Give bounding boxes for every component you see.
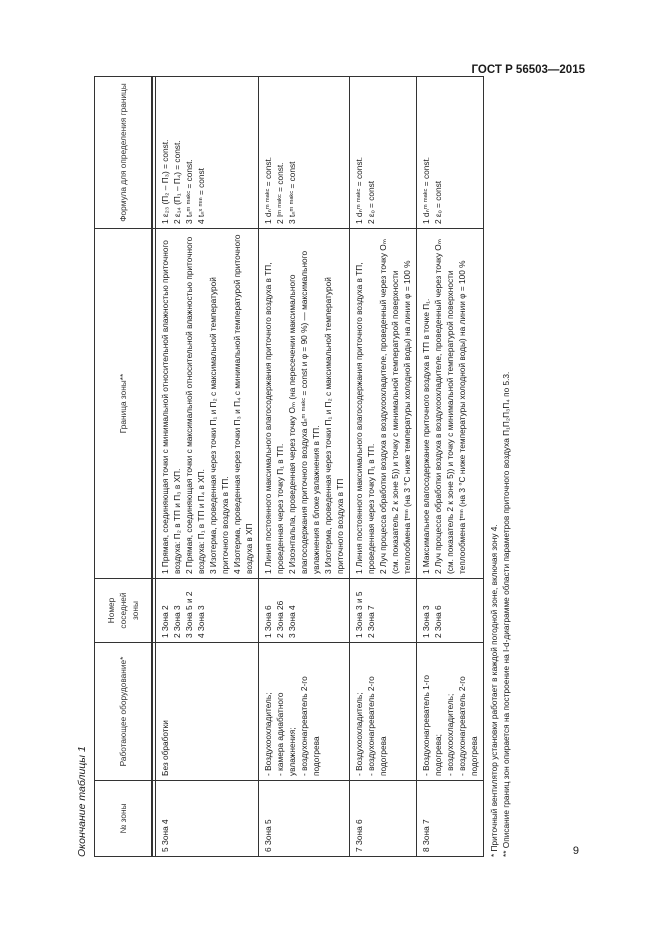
neighbors-cell: 1 Зона 6 2 Зона 26 3 Зона 4 bbox=[259, 579, 350, 643]
footnote: ** Описание границ зон опирается на построение на I-d-диаграмме области параметров приточного воздуха П₁П₂П₃П₄ по 5.3. bbox=[501, 371, 511, 857]
neighbors-cell: 1 Зона 3 2 Зона 6 bbox=[417, 579, 484, 643]
col-header-equipment: Работающее оборудование* bbox=[95, 643, 153, 781]
col-header-zone: № зоны bbox=[95, 781, 153, 857]
equipment-cell: - Воздухоохладитель; - камера адиабатного увлажнения; - воздухонагреватель 2-го подогрева bbox=[259, 643, 350, 781]
formula-cell: 1 ε₂₃ (П₂ – П₃) = const. 2 ε₁₄ (П₁ – П₄) = const. 3 tₙᵐ ᵐᵃᵏᶜ = const. 4 tₙˣ ᵐᶦⁿ = const bbox=[156, 77, 259, 229]
footnote: * Приточный вентилятор установки работает в каждой погодной зоне, включая зону 4. bbox=[489, 524, 499, 857]
boundary-cell: 1 Прямая, соединяющая точки с минимальной относительной влажностью приточного воздуха: П₂ в ТП и П₃ в ХП. 2 Прямая, соединяющая точки с максимальной относительной влажностью приточного воздуха: П₁ в ТП и П₄ в ХП. 3 Изотерма, проведенная через точки П₁ и П₂ с максимальной температурой приточного воздуха в ТП. 4 Изотерма, проведенная через точки П₃ и П₄ с минимальной температурой приточного воздуха в ХП bbox=[156, 229, 259, 579]
table-row bbox=[156, 77, 259, 857]
col-header-neighbors: Номер соседней зоны bbox=[95, 579, 153, 643]
zone-cell: 6 Зона 5 bbox=[259, 781, 350, 857]
equipment-cell: - Воздухоохладитель; - воздухонагреватель 2-го подогрева bbox=[350, 643, 417, 781]
zones-table bbox=[94, 76, 484, 857]
table-row bbox=[417, 77, 484, 857]
rotated-table-block bbox=[70, 77, 590, 857]
zone-cell: 7 Зона 6 bbox=[350, 781, 417, 857]
col-header-formula: Формула для определения границы bbox=[95, 77, 153, 229]
neighbors-cell: 1 Зона 3 и 5 2 Зона 7 bbox=[350, 579, 417, 643]
zone-cell: 5 Зона 4 bbox=[156, 781, 259, 857]
equipment-cell: Без обработки bbox=[156, 643, 259, 781]
boundary-cell: 1 Линия постоянного максимального влагосодержания приточного воздуха в ТП, проведенная через точку П₁ в ТП. 2 Луч процесса обработки воздуха в воздухоохладителе, проведенный через точку Оₘ (см. показатель 2 к зоне 5)) и точку с минимальной температурой поверхности теплообмена tᵐᶦⁿ (на 3 °С ниже температуры холодной воды) на линии φ = 100 % bbox=[350, 229, 417, 579]
table-row bbox=[259, 77, 350, 857]
table-row bbox=[350, 77, 417, 857]
standard-designation: ГОСТ Р 56503—2015 bbox=[471, 64, 585, 76]
equipment-cell: - Воздухонагреватель 1-го подогрева; - воздухоохладитель; - воздухонагреватель 2-го подогрева bbox=[417, 643, 484, 781]
zone-cell: 8 Зона 7 bbox=[417, 781, 484, 857]
formula-cell: 1 dₙᵐ ᵐᵃᵏᶜ = const. 2 εₒ = const bbox=[417, 77, 484, 229]
table-footnotes bbox=[484, 77, 512, 857]
boundary-cell: 1 Максимальное влагосодержание приточного воздуха в ТП в точке П₁. 2 Луч процесса обработки воздуха в воздухоохладителе, проведенный через точку Оₘ (см. показатель 2 к зоне 5)) и точку с минимальной температурой поверхности теплообмена tᵐᶦⁿ (на 3 °С ниже температуры холодной воды) на линии φ = 100 % bbox=[417, 229, 484, 579]
table-caption: Окончание таблицы 1 bbox=[76, 746, 88, 857]
neighbors-cell: 1 Зона 2 2 Зона 3 3 Зона 5 и 2 4 Зона 3 bbox=[156, 579, 259, 643]
formula-cell: 1 dₙᵐ ᵐᵃᵏᶜ = const. 2 εₒ = const bbox=[350, 77, 417, 229]
page-number: 9 bbox=[572, 845, 579, 857]
formula-cell: 1 dₙᵐ ᵐᵃᵏᶜ = const. 2 Iᵐ ᵐᵃᵏᶜ = const. 3 tₙᵐ ᵐᵃᵏᶜ = const bbox=[259, 77, 350, 229]
boundary-cell: 1 Линия постоянного максимального влагосодержания приточного воздуха в ТП, проведенная через точку П₁ в ТП. 2 Изоэнтальпа, проведенная через точку Оₘ (на пересечении максимального влагосодержания приточного воздуха dₙᵐ ᵐᵃᵏᶜ = const и φ = 90 %) — максимального увлажнения в блоке увлажнения в ТП. 3 Изотерма, проведенная через точки П₁ и П₂ с максимальной температурой приточного воздуха в ТП bbox=[259, 229, 350, 579]
col-header-boundary: Граница зоны** bbox=[95, 229, 153, 579]
